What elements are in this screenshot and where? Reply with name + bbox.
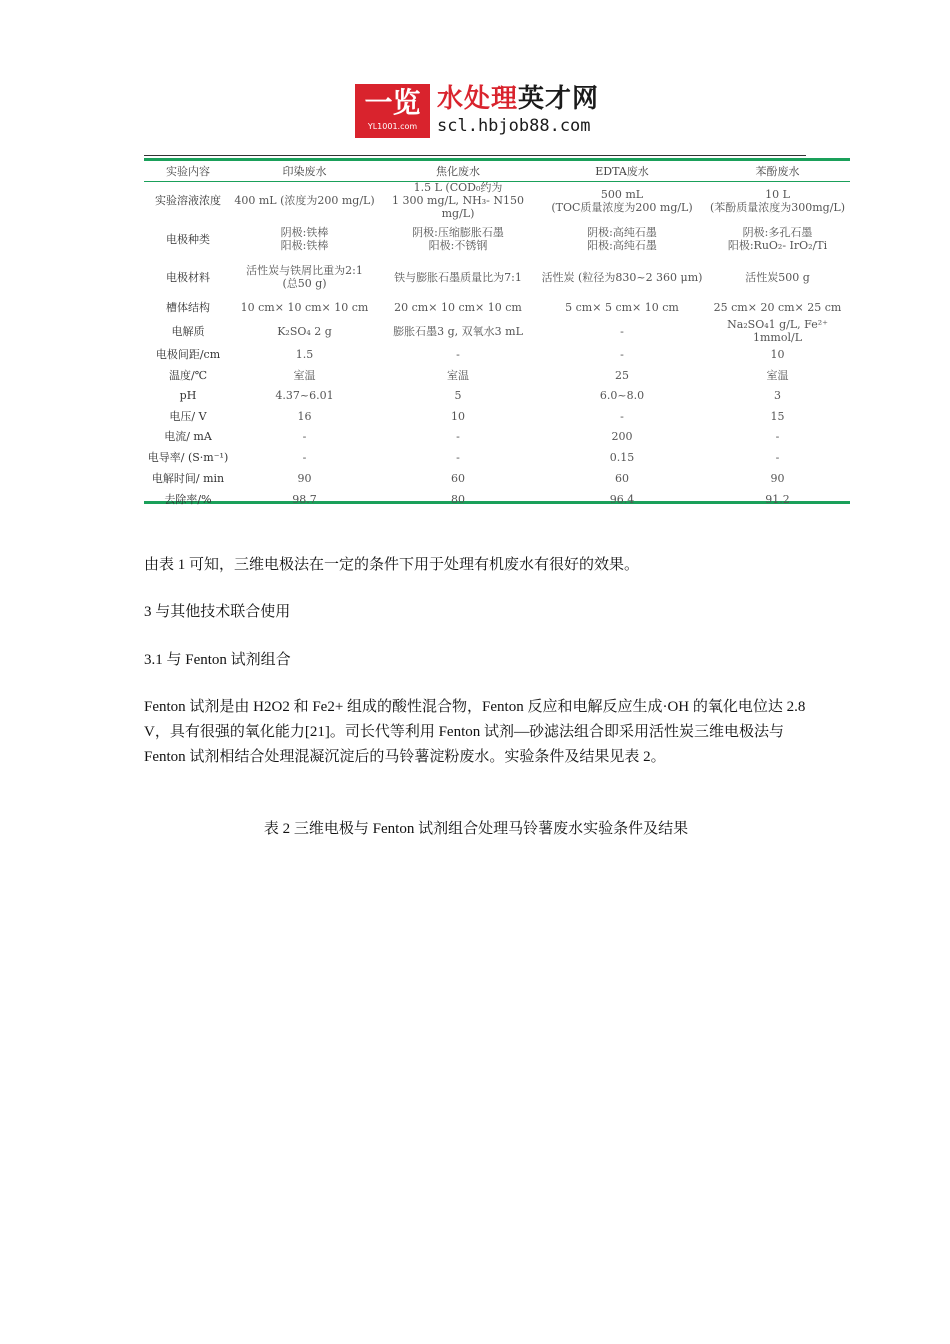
table-cell: 60 bbox=[615, 472, 629, 485]
logo-badge-text: 一览 bbox=[364, 86, 421, 119]
table-header-cell: 苯酚废水 bbox=[755, 165, 800, 178]
table-cell: 400 mL (浓度为200 mg/L) bbox=[234, 194, 375, 207]
table-row bbox=[144, 296, 850, 318]
table-cell: 98.7 bbox=[292, 493, 317, 506]
table-header-cell: 印染废水 bbox=[282, 165, 327, 178]
table-row-label: 电流/ mA bbox=[164, 430, 212, 443]
logo-url: scl.hbjob88.com bbox=[437, 116, 591, 136]
table-cell: 16 bbox=[297, 409, 312, 423]
table-cell: 阴极:压缩膨胀石墨 阳极:不锈钢 bbox=[412, 226, 504, 252]
table-cell: 5 bbox=[454, 389, 462, 402]
table-cell: 阴极:多孔石墨 阳极:RuO₂- IrO₂/Ti bbox=[727, 226, 828, 252]
table-cell: 6.0~8.0 bbox=[599, 389, 645, 402]
table-row bbox=[144, 258, 850, 296]
table-cell: 3 bbox=[774, 389, 781, 402]
table-cell: 15 bbox=[770, 409, 785, 423]
table-cell: 20 cm× 10 cm× 10 cm bbox=[394, 300, 522, 314]
table-cell: 25 cm× 20 cm× 25 cm bbox=[713, 300, 842, 314]
table-cell: 96.4 bbox=[609, 493, 635, 506]
section-heading-3-1: 3.1 与 Fenton 试剂组合 bbox=[144, 652, 291, 668]
table-row bbox=[144, 426, 850, 447]
table-cell: 10 cm× 10 cm× 10 cm bbox=[240, 300, 369, 314]
table-header-row bbox=[144, 161, 850, 181]
table-cell: 90 bbox=[297, 472, 312, 485]
table-row-label: 电极种类 bbox=[166, 232, 210, 246]
table-cell: Na₂SO₄1 g/L, Fe²⁺ 1mmol/L bbox=[727, 318, 828, 344]
table-2-caption: 表 2 三维电极与 Fenton 试剂组合处理马铃薯废水实验条件及结果 bbox=[263, 821, 689, 837]
table-row bbox=[144, 220, 850, 258]
table-cell: - bbox=[620, 348, 624, 361]
table-cell: - bbox=[302, 430, 307, 443]
table-row-label: 温度/℃ bbox=[168, 368, 207, 382]
table-cell: - bbox=[775, 451, 780, 464]
table-cell: K₂SO₄ 2 g bbox=[277, 324, 332, 338]
table-row-label: 电极材料 bbox=[166, 270, 210, 284]
table-cell: 室温 bbox=[293, 368, 316, 382]
table-cell: - bbox=[456, 430, 460, 443]
table-row-label: 槽体结构 bbox=[166, 300, 210, 314]
table-cell: 60 bbox=[451, 472, 465, 485]
table-cell: 10 bbox=[451, 409, 465, 423]
table-row-label: 电解质 bbox=[171, 324, 205, 338]
table-cell: - bbox=[456, 451, 460, 464]
table-cell: 25 bbox=[615, 368, 629, 382]
table-header-cell: 焦化废水 bbox=[436, 165, 480, 178]
table-cell: - bbox=[620, 324, 624, 338]
table-row-label: 电解时间/ min bbox=[151, 472, 225, 485]
paragraph-2: Fenton 试剂是由 H2O2 和 Fe2+ 组成的酸性混合物，Fenton 反应和电解反应生成·OH 的氧化电位达 2.8 V，具有很强的氧化能力[21]。司长代等利用 Fenton 试剂—砂滤法组合即采用活性炭三维电极法与 Fenton 试剂相结合处理混凝沉淀后的马铃薯淀粉废水。实验条件及结果见表 2。 bbox=[144, 699, 806, 765]
table-cell: 0.15 bbox=[609, 451, 635, 464]
table-cell: - bbox=[302, 451, 307, 464]
table-cell: 10 L (苯酚质量浓度为300mg/L) bbox=[709, 187, 846, 214]
table-header-cell: 实验内容 bbox=[166, 165, 210, 178]
logo-badge-domain: YL1001.com bbox=[367, 122, 418, 131]
table-cell: 活性炭500 g bbox=[745, 270, 810, 284]
table-row-label: 去除率/% bbox=[164, 493, 212, 506]
table-cell: - bbox=[775, 430, 780, 443]
paragraph-1: 由表 1 可知，三维电极法在一定的条件下用于处理有机废水有很好的效果。 bbox=[144, 557, 640, 573]
table-row-label: 电压/ V bbox=[169, 409, 207, 423]
logo-badge bbox=[355, 84, 430, 138]
table-row bbox=[144, 447, 850, 468]
table-cell: 铁与膨胀石墨质量比为7:1 bbox=[394, 270, 522, 284]
table-cell: 10 bbox=[770, 348, 785, 361]
table-cell: 膨胀石墨3 g, 双氧水3 mL bbox=[393, 324, 523, 338]
table-cell: 活性炭 (粒径为830~2 360 μm) bbox=[541, 270, 703, 284]
table-cell: - bbox=[620, 409, 624, 423]
site-logo bbox=[355, 84, 600, 138]
table-cell: 室温 bbox=[766, 368, 789, 382]
table-cell: 1.5 bbox=[295, 348, 314, 361]
table-1-grid bbox=[144, 161, 850, 510]
table-row bbox=[144, 344, 850, 365]
table-cell: 500 mL (TOC质量浓度为200 mg/L) bbox=[551, 187, 693, 214]
table-row bbox=[144, 365, 850, 385]
table-cell: - bbox=[456, 348, 460, 361]
table-row-label: 电导率/ (S·m⁻¹) bbox=[147, 451, 229, 464]
table-cell: 5 cm× 5 cm× 10 cm bbox=[565, 300, 679, 314]
table-cell: 活性炭与铁屑比重为2:1 (总50 g) bbox=[246, 264, 363, 290]
table-row bbox=[144, 489, 850, 510]
table-header-cell: EDTA废水 bbox=[595, 165, 649, 178]
table-cell: 80 bbox=[451, 493, 465, 506]
table-row bbox=[144, 318, 850, 344]
table-cell: 4.37~6.01 bbox=[275, 389, 334, 402]
table-top-rule bbox=[144, 155, 806, 156]
table-row bbox=[144, 468, 850, 489]
table-row-label: pH bbox=[179, 389, 197, 402]
logo-site-name bbox=[437, 84, 599, 114]
logo-name-dark: 英才网 bbox=[518, 84, 600, 114]
section-heading-3: 3 与其他技术联合使用 bbox=[144, 604, 291, 620]
table-row-label: 实验溶液浓度 bbox=[155, 194, 221, 207]
table-cell: 90 bbox=[770, 472, 785, 485]
logo-name-red: 水处理 bbox=[437, 84, 519, 114]
table-row bbox=[144, 181, 850, 220]
table-row bbox=[144, 385, 850, 406]
table-cell: 室温 bbox=[447, 368, 469, 382]
table-row-label: 电极间距/cm bbox=[155, 348, 221, 361]
table-cell: 200 bbox=[611, 430, 633, 443]
table-cell: 阴极:铁棒 阳极:铁棒 bbox=[280, 226, 329, 252]
table-cell: 阴极:高纯石墨 阳极:高纯石墨 bbox=[587, 226, 657, 252]
table-cell: 91.2 bbox=[765, 493, 790, 506]
table-row bbox=[144, 406, 850, 426]
table-cell: 1.5 L (COD₀约为 1 300 mg/L, NH₃- N150 mg/L) bbox=[392, 181, 524, 220]
